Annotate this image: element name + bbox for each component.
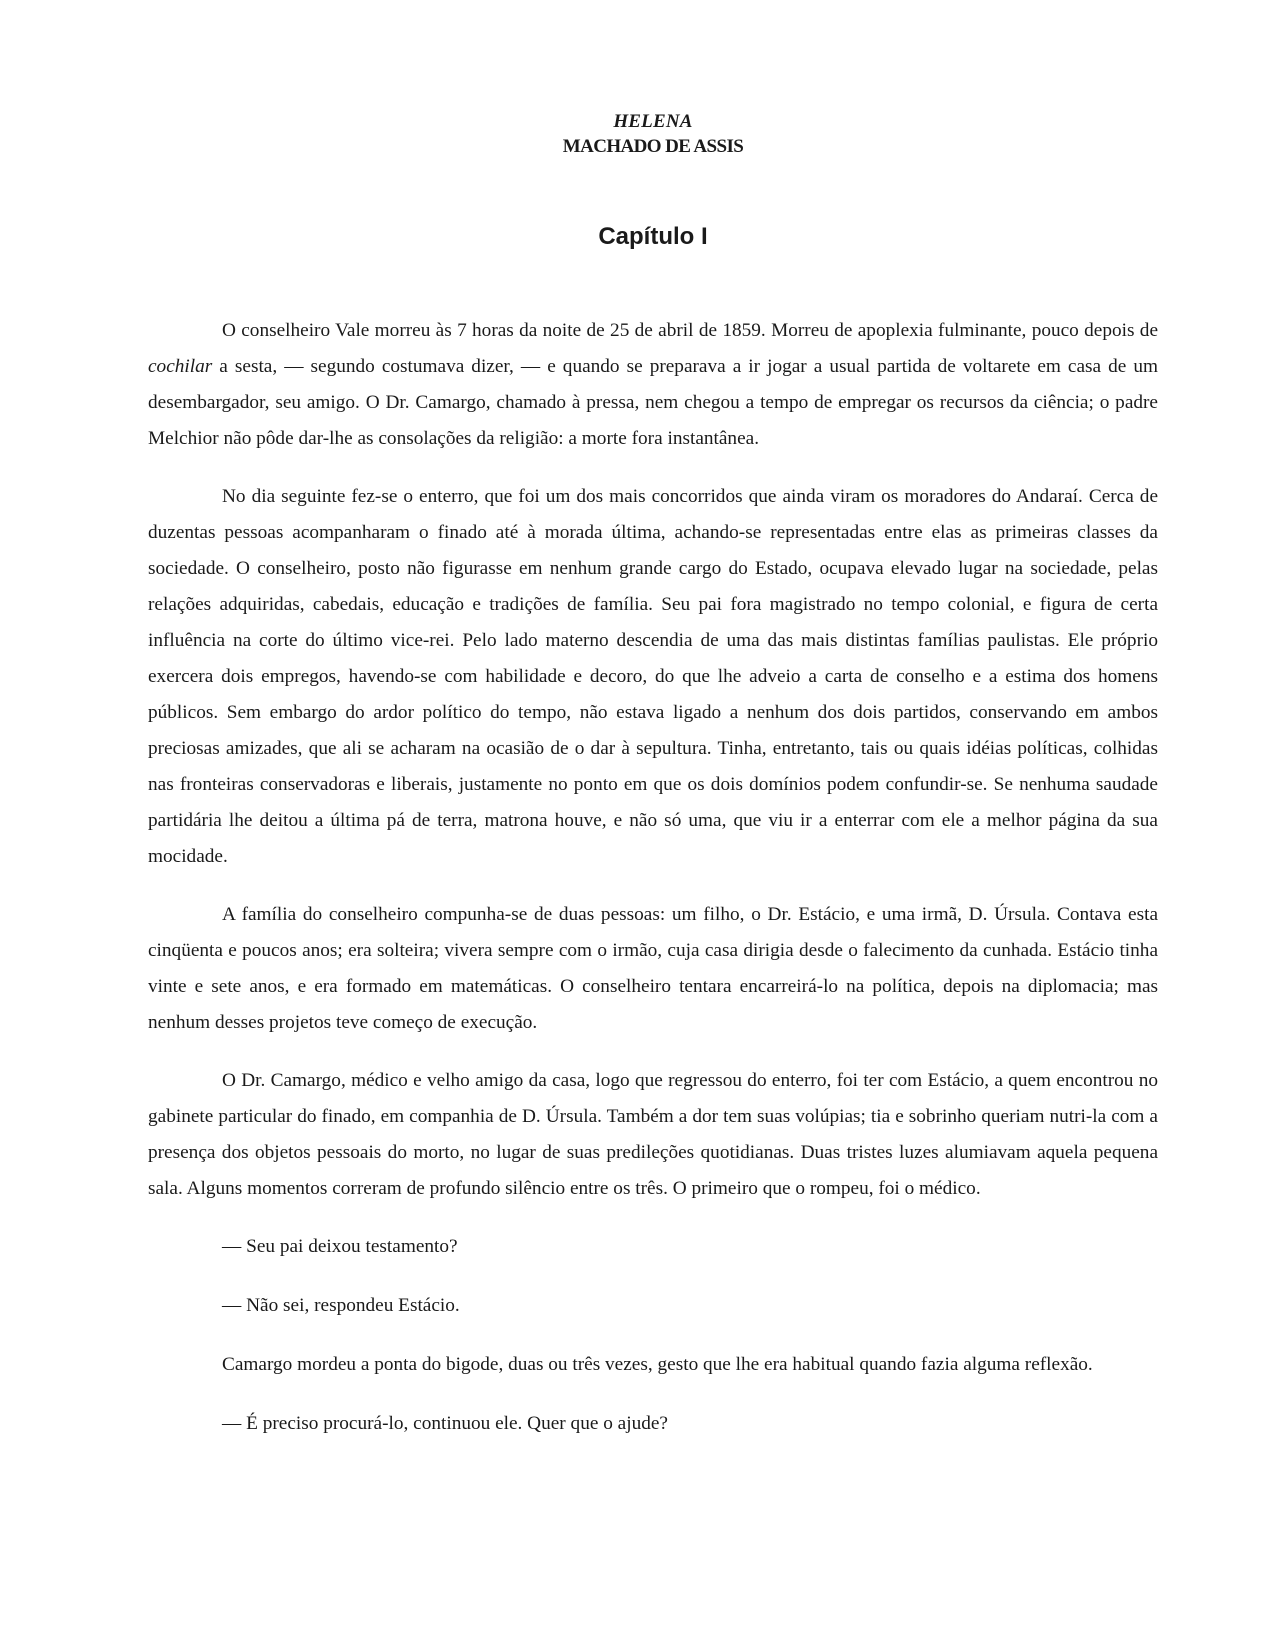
paragraph-2: No dia seguinte fez-se o enterro, que foi um dos mais concorridos que ainda viram os moradores do Andaraí. Cerca de duzentas pessoas acompanharam o finado até à morada última, achando-se representadas entre elas as primeiras classes da sociedade. O conselheiro, posto não figurasse em nenhum grande cargo do Estado, ocupava elevado lugar na sociedade, pelas relações adquiridas, cabedais, educação e tradições de família. Seu pai fora magistrado no tempo colonial, e figura de certa influência na corte do último vice-rei. Pelo lado materno descendia de uma das mais distintas famílias paulistas. Ele próprio exercera dois empregos, havendo-se com habilidade e decoro, do que lhe adveio a carta de conselho e a estima dos homens públicos. Sem embargo do ardor político do tempo, não estava ligado a nenhum dos dois partidos, conservando em ambos preciosas amizades, que ali se acharam na ocasião de o dar à sepultura. Tinha, entretanto, tais ou quais idéias políticas, colhidas nas fronteiras conservadoras e liberais, justamente no ponto em que os dois domínios podem confundir-se. Se nenhuma saudade partidária lhe deitou a última pá de terra, matrona houve, e não só uma, que viu ir a enterrar com ele a melhor página da sua mocidade. <box>148 486 1158 867</box>
paragraph-1-part-a: O conselheiro Vale morreu às 7 horas da noite de 25 de abril de 1859. Morreu de apoplexia fulminante, pouco depois de <box>222 320 1158 341</box>
dialogue-line-1: — Seu pai deixou testamento? <box>222 1236 458 1257</box>
narration-line: Camargo mordeu a ponta do bigode, duas ou três vezes, gesto que lhe era habitual quando fazia alguma reflexão. <box>222 1354 1093 1375</box>
paragraph-3: A família do conselheiro compunha-se de duas pessoas: um filho, o Dr. Estácio, e uma irmã, D. Úrsula. Contava esta cinqüenta e poucos anos; era solteira; vivera sempre com o irmão, cuja casa dirigia desde o falecimento da cunhada. Estácio tinha vinte e sete anos, e era formado em matemáticas. O conselheiro tentara encarreirá-lo na política, depois na diplomacia; mas nenhum desses projetos teve começo de execução. <box>148 904 1158 1033</box>
book-author: MACHADO DE ASSIS <box>562 136 744 157</box>
dialogue-line-2: — Não sei, respondeu Estácio. <box>222 1295 460 1316</box>
chapter-title: Capítulo I <box>598 223 708 250</box>
paragraph-1-part-b: a sesta, — segundo costumava dizer, — e quando se preparava a ir jogar a usual partida de voltarete em casa de um desembargador, seu amigo. O Dr. Camargo, chamado à pressa, nem chegou a tempo de empregar os recursos da ciência; o padre Melchior não pôde dar-lhe as consolações da religião: a morte fora instantânea. <box>148 356 1158 449</box>
book-title: HELENA <box>613 111 693 132</box>
paragraph-1-italic-word: cochilar <box>148 356 213 377</box>
chapter-text <box>148 313 1158 1465</box>
paragraph-4: O Dr. Camargo, médico e velho amigo da casa, logo que regressou do enterro, foi ter com Estácio, a quem encontrou no gabinete particular do finado, em companhia de D. Úrsula. Também a dor tem suas volúpias; tia e sobrinho queriam nutri-la com a presença dos objetos pessoais do morto, no lugar de suas predileções quotidianas. Duas tristes luzes alumiavam aquela pequena sala. Alguns momentos correram de profundo silêncio entre os três. O primeiro que o rompeu, foi o médico. <box>148 1070 1158 1199</box>
book-header <box>148 108 1158 159</box>
dialogue-line-3: — É preciso procurá-lo, continuou ele. Quer que o ajude? <box>222 1413 668 1434</box>
paragraph-1 <box>148 313 1158 457</box>
